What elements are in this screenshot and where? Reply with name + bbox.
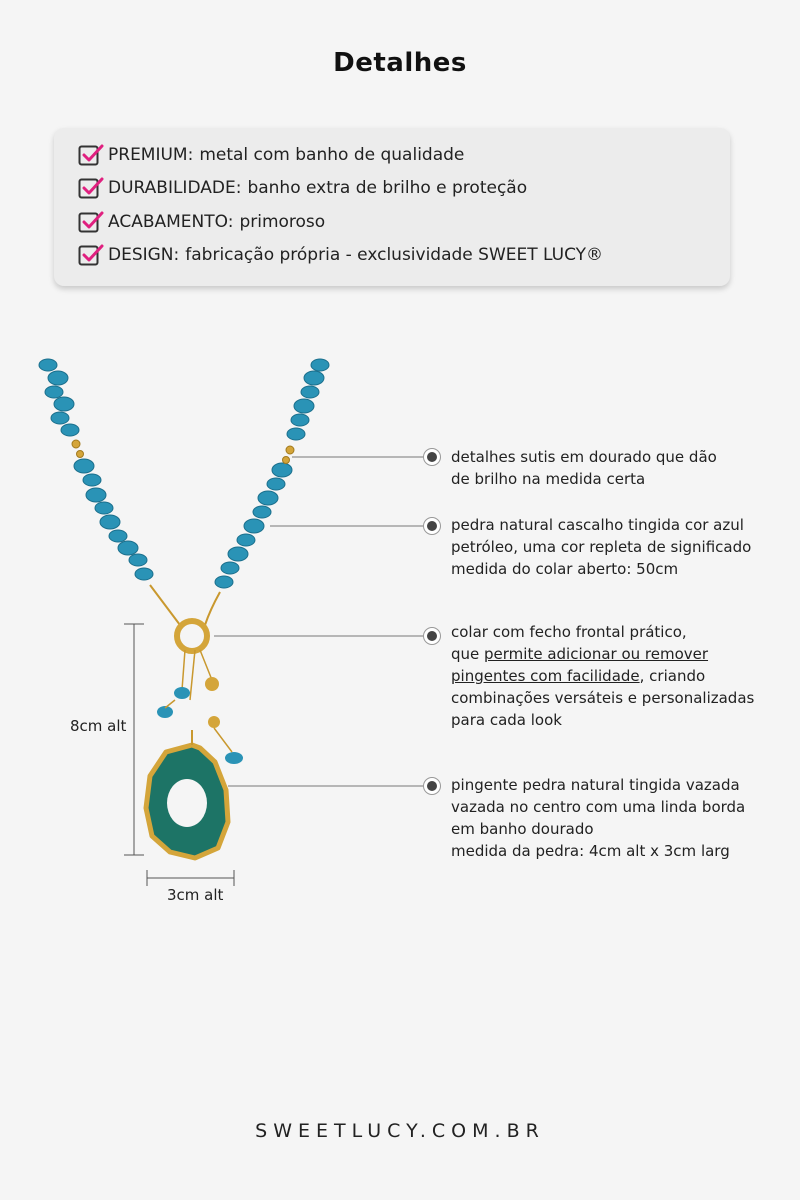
note-link[interactable]: pingentes com facilidade	[451, 667, 640, 685]
feature-text: metal com banho de qualidade	[199, 145, 465, 165]
note-line	[451, 643, 754, 665]
note-text: que	[451, 645, 485, 663]
note-bullet-icon	[423, 627, 441, 645]
checkbox-check-icon	[78, 143, 104, 167]
note-line: em banho dourado	[451, 820, 594, 838]
note-line: vazada no centro com uma linda borda	[451, 798, 746, 816]
note-link[interactable]: permite adicionar ou remover	[484, 645, 709, 663]
feature-key: DESIGN:	[108, 245, 180, 265]
features-box	[54, 128, 730, 286]
note-stones	[451, 514, 751, 580]
width-dimension	[147, 870, 234, 886]
leader-lines	[214, 457, 424, 786]
checkbox-check-icon	[78, 176, 104, 200]
note-gold-details	[451, 446, 717, 490]
gold-chain	[150, 585, 220, 625]
note-bullet-icon	[423, 517, 441, 535]
site-url[interactable]: SWEETLUCY.COM.BR	[255, 1120, 545, 1142]
height-label: 8cm alt	[70, 717, 127, 735]
feature-key: ACABAMENTO:	[108, 212, 234, 232]
checkbox-check-icon	[78, 210, 104, 234]
note-line: pingente pedra natural tingida vazada	[451, 776, 740, 794]
width-label: 3cm alt	[167, 886, 224, 904]
feature-durabilidade	[78, 175, 527, 201]
stone-strand-right	[215, 359, 329, 588]
note-clasp	[451, 621, 754, 731]
feature-key: DURABILIDADE:	[108, 178, 242, 198]
height-dimension	[124, 624, 144, 855]
gold-beads	[72, 440, 294, 464]
note-line: petróleo, uma cor repleta de significado	[451, 538, 752, 556]
feature-premium	[78, 142, 464, 168]
note-line: pedra natural cascalho tingida cor azul	[451, 516, 744, 534]
feature-text: primoroso	[239, 212, 326, 232]
note-line: de brilho na medida certa	[451, 470, 646, 488]
feature-text: fabricação própria - exclusividade SWEET LUCY®	[185, 245, 604, 265]
page-title: Detalhes	[333, 48, 467, 78]
druzy-pendant	[146, 730, 228, 858]
note-line: medida da pedra: 4cm alt x 3cm larg	[451, 842, 730, 860]
note-line: medida do colar aberto: 50cm	[451, 560, 679, 578]
note-text: , criando	[639, 667, 706, 685]
note-pendant	[451, 774, 745, 862]
note-bullet-icon	[423, 777, 441, 795]
feature-key: PREMIUM:	[108, 145, 194, 165]
feature-text: banho extra de brilho e proteção	[247, 178, 528, 198]
feature-acabamento	[78, 209, 325, 235]
feature-design	[78, 242, 603, 268]
note-bullet-icon	[423, 448, 441, 466]
stone-strand-left	[39, 359, 153, 580]
note-line: colar com fecho frontal prático,	[451, 623, 687, 641]
note-line	[451, 665, 754, 687]
note-line: detalhes sutis em dourado que dão	[451, 448, 717, 466]
note-line: combinações versáteis e personalizadas	[451, 689, 755, 707]
clasp	[177, 621, 207, 651]
checkbox-check-icon	[78, 243, 104, 267]
note-line: para cada look	[451, 711, 562, 729]
